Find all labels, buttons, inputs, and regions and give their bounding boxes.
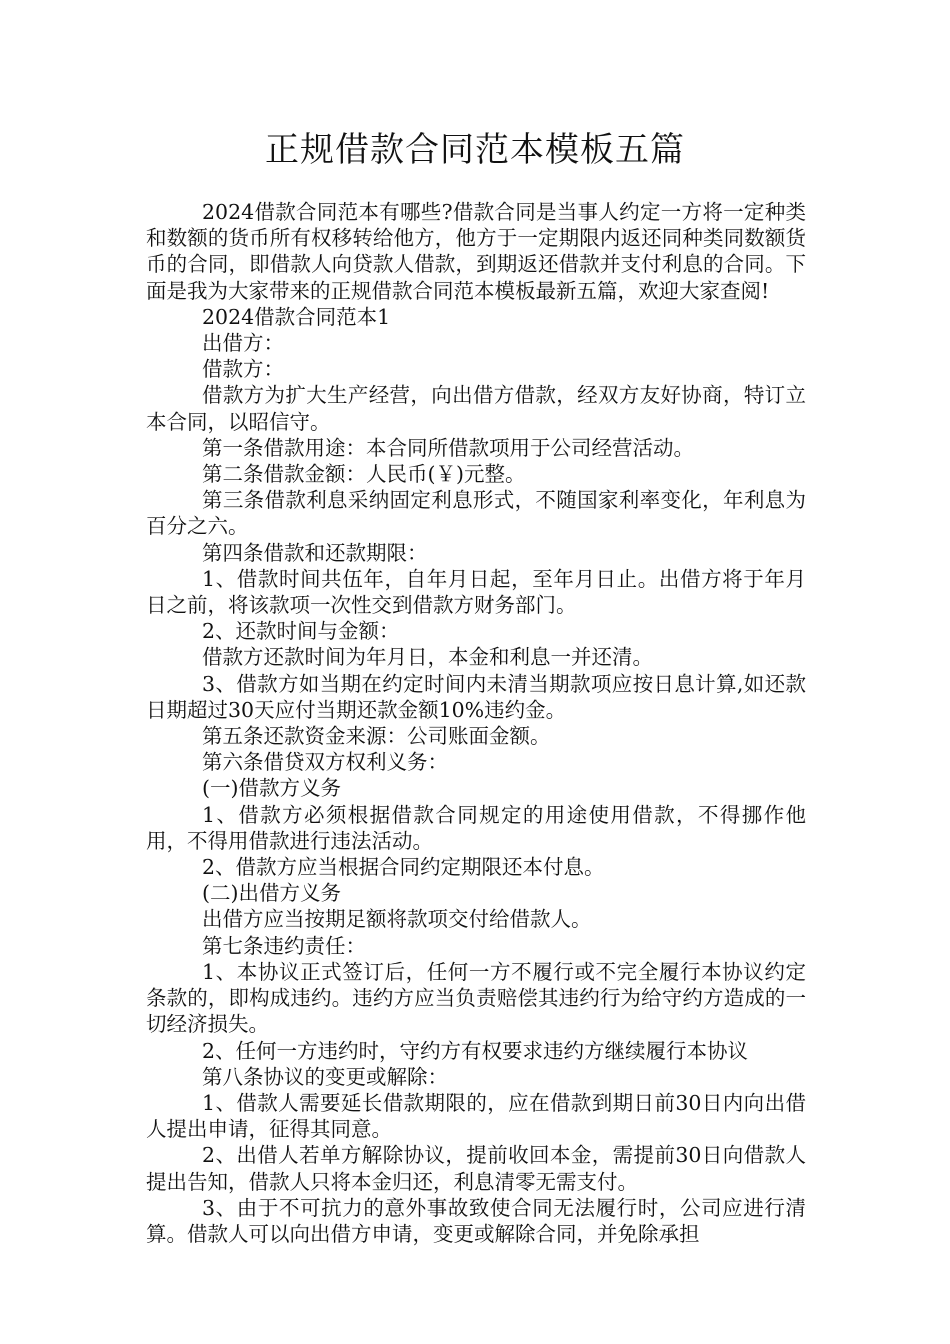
document-title: 正规借款合同范本模板五篇 xyxy=(265,130,685,170)
paragraph-article-6-lender-item: 出借方应当按期足额将款项交付给借款人。 xyxy=(202,907,592,932)
paragraph-article-4-item-1: 1、借款时间共伍年，自年月日起，至年月日止。出借方将于年月日之前，将该款项一次性交到借款方财务部门。 xyxy=(146,566,806,618)
paragraph-article-3: 第三条借款利息采纳固定利息形式，不随国家利率变化，年利息为百分之六。 xyxy=(146,488,806,539)
paragraph-article-5: 第五条还款资金来源：公司账面金额。 xyxy=(202,724,551,749)
document-body xyxy=(146,199,806,1247)
paragraph-article-4-item-2-detail: 借款方还款时间为年月日，本金和利息一并还清。 xyxy=(202,645,653,670)
paragraph-borrower: 借款方： xyxy=(202,357,284,382)
paragraph-lender: 出借方： xyxy=(202,331,284,356)
paragraph-article-6: 第六条借贷双方权利义务： xyxy=(202,750,448,775)
paragraph-article-8-item-3: 3、由于不可抗力的意外事故致使合同无法履行时，公司应进行清算。借款人可以向出借方申请，变更或解除合同，并免除承担 xyxy=(146,1195,806,1246)
paragraph-article-8: 第八条协议的变更或解除： xyxy=(202,1064,448,1089)
paragraph-article-8-item-2: 2、出借人若单方解除协议，提前收回本金，需提前30日向借款人提出告知，借款人只将本金归还，利息清零无需支付。 xyxy=(146,1143,806,1194)
paragraph-article-8-item-1: 1、借款人需要延长借款期限的，应在借款到期日前30日内向出借人提出申请，征得其同意。 xyxy=(146,1090,806,1142)
paragraph-article-4-item-2: 2、还款时间与金额： xyxy=(202,619,400,644)
paragraph-article-6-lender-duties: (二)出借方义务 xyxy=(202,881,341,906)
paragraph-article-6-borrower-duties: (一)借款方义务 xyxy=(202,776,341,801)
paragraph-article-6-borrower-item-2: 2、借款方应当根据合同约定期限还本付息。 xyxy=(202,855,605,880)
paragraph-article-7: 第七条违约责任： xyxy=(202,933,366,958)
paragraph-article-6-borrower-item-1: 1、借款方必须根据借款合同规定的用途使用借款，不得挪作他用，不得用借款进行违法活动。 xyxy=(146,802,806,853)
paragraph-article-7-item-1: 1、本协议正式签订后，任何一方不履行或不完全履行本协议约定条款的，即构成违约。违约方应当负责赔偿其违约行为给守约方造成的一切经济损失。 xyxy=(146,959,806,1037)
paragraph-article-4: 第四条借款和还款期限： xyxy=(202,540,428,565)
paragraph-intro: 2024借款合同范本有哪些?借款合同是当事人约定一方将一定种类和数额的货币所有权移转给他方，他方于一定期限内返还同种类同数额货币的合同，即借款人向贷款人借款，到期返还借款并支付利息的合同。下面是我为大家带来的正规借款合同范本模板最新五篇，欢迎大家查阅! xyxy=(146,200,806,303)
paragraph-preamble: 借款方为扩大生产经营，向出借方借款，经双方友好协商，特订立本合同，以昭信守。 xyxy=(146,383,806,434)
paragraph-article-7-item-2: 2、任何一方违约时，守约方有权要求违约方继续履行本协议 xyxy=(202,1038,749,1063)
paragraph-template-heading: 2024借款合同范本1 xyxy=(202,304,391,329)
paragraph-article-1: 第一条借款用途：本合同所借款项用于公司经营活动。 xyxy=(202,435,694,460)
paragraph-article-2: 第二条借款金额：人民币(￥)元整。 xyxy=(202,462,526,487)
paragraph-article-4-item-3: 3、借款方如当期在约定时间内未清当期款项应按日息计算,如还款日期超过30天应付当期还款金额10%违约金。 xyxy=(146,671,806,722)
